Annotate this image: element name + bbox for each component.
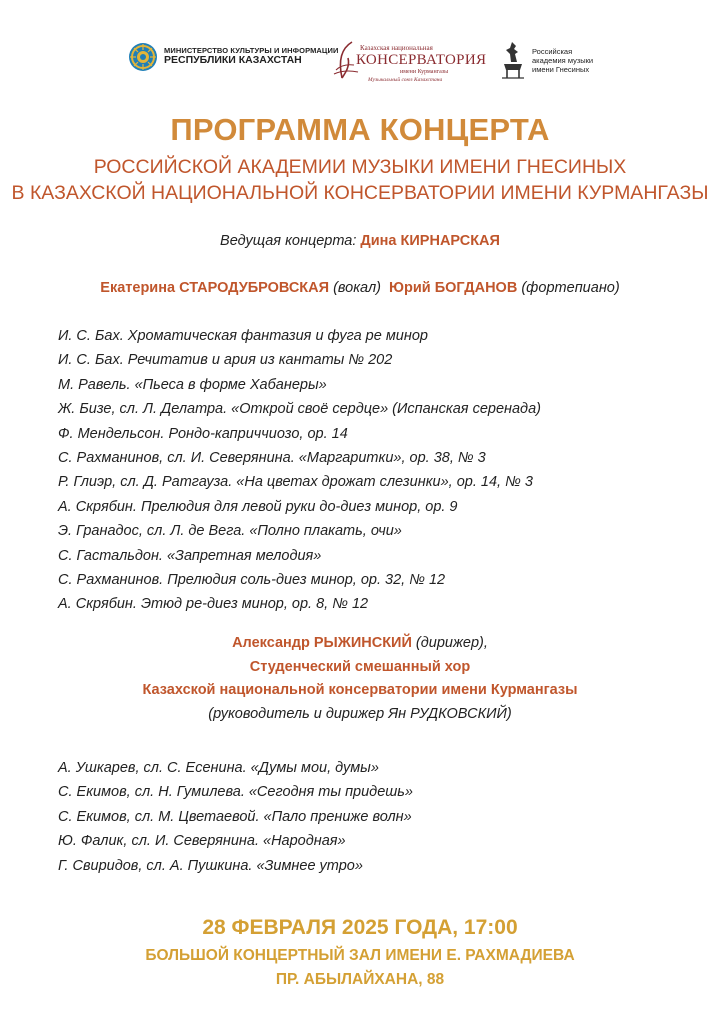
gnesin-line1: Российская bbox=[532, 46, 573, 56]
program-item: Р. Глиэр, сл. Д. Ратгауза. «На цветах дрожат слезинки», ор. 14, № 3 bbox=[58, 474, 533, 491]
host-line bbox=[0, 233, 720, 249]
gnesin-logo bbox=[498, 40, 593, 80]
program-list-part2 bbox=[58, 756, 413, 878]
gnesin-line3: имени Гнесиных bbox=[532, 64, 590, 74]
choir-block bbox=[0, 632, 720, 726]
performers-line bbox=[0, 280, 720, 296]
performer1-role: (вокал) bbox=[333, 280, 381, 296]
page-title: ПРОГРАММА КОНЦЕРТА bbox=[170, 112, 550, 147]
ministry-logo bbox=[128, 42, 339, 72]
program-item: И. С. Бах. Речитатив и ария из кантаты № 202 bbox=[58, 352, 393, 369]
program-item: С. Рахманинов, сл. И. Северянина. «Маргаритки», ор. 38, № 3 bbox=[58, 449, 486, 466]
program-item: С. Екимов, сл. М. Цветаевой. «Пало прениже волн» bbox=[58, 808, 412, 825]
performer2-role: (фортепиано) bbox=[521, 280, 620, 296]
conservatory-logo bbox=[330, 38, 487, 84]
ministry-country: РЕСПУБЛИКИ КАЗАХСТАН bbox=[164, 54, 302, 67]
program-item: С. Гастальдон. «Запретная мелодия» bbox=[58, 547, 322, 564]
choir-leader: (руководитель и дирижер Ян РУДКОВСКИЙ) bbox=[208, 705, 512, 722]
program-item: И. С. Бах. Хроматическая фантазия и фуга ре минор bbox=[58, 328, 428, 344]
gnesin-line2: академия музыки bbox=[532, 55, 594, 65]
conservatory-line1: Казахская национальная bbox=[360, 44, 433, 52]
host-last-name: КИРНАРСКАЯ bbox=[400, 233, 500, 249]
kazakhstan-emblem-icon bbox=[128, 42, 158, 72]
conductor-line bbox=[0, 632, 720, 656]
program-item: Ф. Мендельсон. Рондо-каприччиозо, ор. 14 bbox=[58, 425, 348, 442]
program-item: А. Ушкарев, сл. С. Есенина. «Думы мои, думы» bbox=[58, 760, 379, 776]
host-first-name: Дина bbox=[360, 233, 397, 249]
header-logos bbox=[0, 38, 720, 86]
conservatory-line3: имени Курмангазы bbox=[400, 69, 449, 75]
conservatory-name: КОНСЕРВАТОРИЯ bbox=[356, 52, 487, 68]
conductor-last-name: РЫЖИНСКИЙ bbox=[313, 635, 412, 651]
conductor-role: (дирижер), bbox=[415, 635, 488, 651]
performer2-first-name: Юрий bbox=[389, 280, 431, 296]
gnesin-logo-icon bbox=[498, 40, 528, 80]
subtitle-line1: РОССИЙСКОЙ АКАДЕМИИ МУЗЫКИ ИМЕНИ ГНЕСИНЫХ bbox=[93, 156, 627, 178]
performer2-last-name: БОГДАНОВ bbox=[434, 280, 518, 296]
program-item: М. Равель. «Пьеса в форме Хабанеры» bbox=[58, 376, 327, 393]
performer1-first-name: Екатерина bbox=[100, 280, 176, 296]
ministry-name: МИНИСТЕРСТВО КУЛЬТУРЫ И ИНФОРМАЦИИ bbox=[164, 46, 339, 56]
program-item: Ю. Фалик, сл. И. Северянина. «Народная» bbox=[58, 833, 346, 850]
choir-institution: Казахской национальной консерватории имени Курмангазы bbox=[142, 682, 578, 698]
performer1-last-name: СТАРОДУБРОВСКАЯ bbox=[179, 280, 330, 296]
program-item: С. Екимов, сл. Н. Гумилева. «Сегодня ты придешь» bbox=[58, 784, 413, 801]
program-list-part1 bbox=[58, 324, 541, 617]
event-address: ПР. АБЫЛАЙХАНА, 88 bbox=[275, 971, 445, 988]
program-item: Э. Гранадос, сл. Л. де Вега. «Полно плакать, очи» bbox=[58, 523, 402, 540]
program-item: А. Скрябин. Прелюдия для левой руки до-диез минор, ор. 9 bbox=[58, 498, 458, 515]
host-label: Ведущая концерта: bbox=[220, 233, 357, 249]
choir-name: Студенческий смешанный хор bbox=[249, 658, 471, 675]
conservatory-motto: Музыкальный союз Казахстана bbox=[368, 77, 443, 83]
event-details bbox=[0, 912, 720, 992]
conductor-first-name: Александр bbox=[232, 635, 310, 651]
subtitle-line2: В КАЗАХСКОЙ НАЦИОНАЛЬНОЙ КОНСЕРВАТОРИИ ИМЕНИ КУРМАНГАЗЫ bbox=[11, 182, 709, 204]
event-date: 28 ФЕВРАЛЯ 2025 ГОДА, 17:00 bbox=[202, 916, 518, 939]
program-item: Г. Свиридов, сл. А. Пушкина. «Зимнее утро» bbox=[58, 857, 363, 874]
program-item: Ж. Бизе, сл. Л. Делатра. «Открой своё сердце» (Испанская серенада) bbox=[58, 401, 541, 418]
event-hall: БОЛЬШОЙ КОНЦЕРТНЫЙ ЗАЛ ИМЕНИ Е. РАХМАДИЕВА bbox=[145, 947, 575, 964]
program-item: А. Скрябин. Этюд ре-диез минор, ор. 8, № 12 bbox=[58, 596, 369, 613]
program-item: С. Рахманинов. Прелюдия соль-диез минор, ор. 32, № 12 bbox=[58, 571, 446, 588]
